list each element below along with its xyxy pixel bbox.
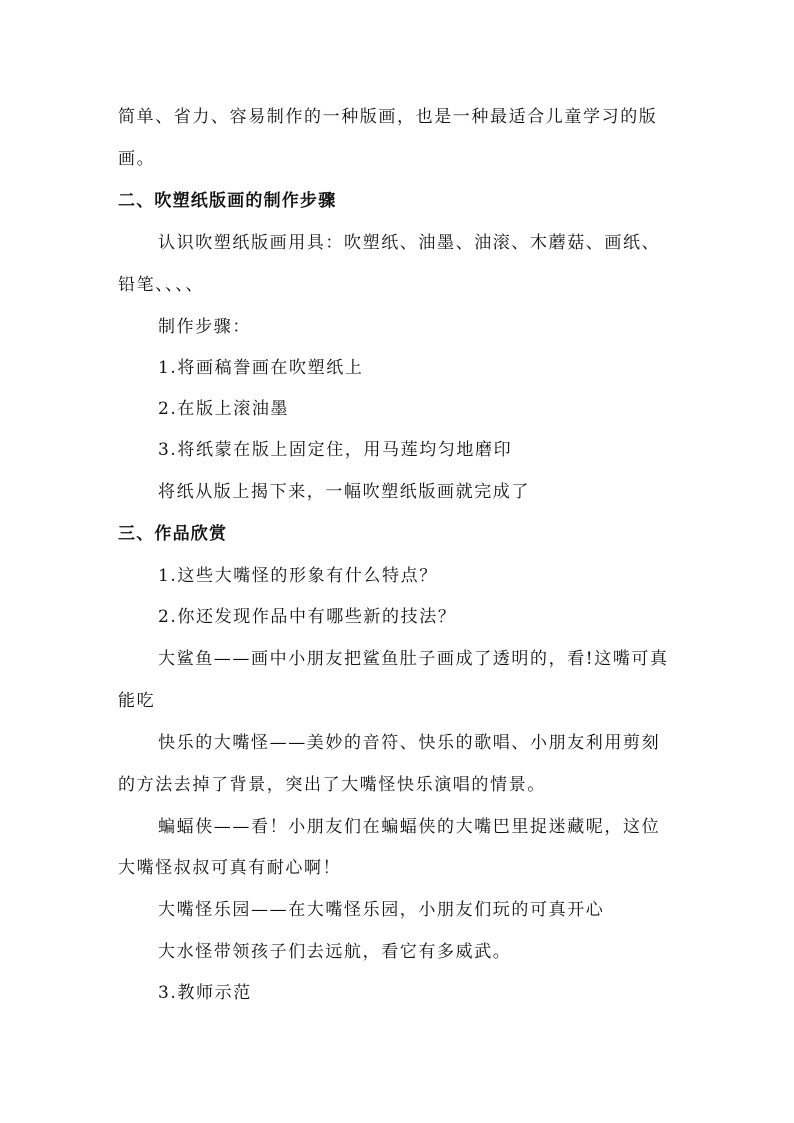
paragraph-line: 快乐的大嘴怪——美妙的音符、快乐的歌唱、小朋友利用剪刻 — [158, 733, 661, 753]
paragraph-line: 大嘴怪乐园——在大嘴怪乐园，小朋友们玩的可真开心 — [158, 900, 605, 920]
paragraph-line: 认识吹塑纸版画用具：吹塑纸、油墨、油滚、木蘑菇、画纸、 — [158, 233, 661, 253]
paragraph-line: 大嘴怪叔叔可真有耐心啊！ — [118, 858, 342, 878]
section-heading: 二、吹塑纸版画的制作步骤 — [118, 191, 337, 211]
question-item: 2.你还发现作品中有哪些新的技法？ — [158, 607, 457, 627]
step-item: 3.将纸蒙在版上固定住，用马莲均匀地磨印 — [158, 440, 513, 460]
paragraph-line: 画。 — [118, 149, 156, 169]
paragraph-line: 简单、省力、容易制作的一种版画，也是一种最适合儿童学习的版 — [118, 107, 658, 127]
paragraph-line: 的方法去掉了背景，突出了大嘴怪快乐演唱的情景。 — [118, 775, 546, 795]
paragraph-line: 将纸从版上揭下来，一幅吹塑纸版画就完成了 — [158, 482, 530, 502]
question-item: 1.这些大嘴怪的形象有什么特点？ — [158, 566, 438, 586]
paragraph-line: 制作步骤： — [158, 317, 251, 337]
paragraph-line: 大水怪带领孩子们去远航，看它有多威武。 — [158, 942, 512, 962]
step-item: 3.教师示范 — [158, 983, 252, 1003]
step-item: 2.在版上滚油墨 — [158, 399, 290, 419]
paragraph-line: 大鲨鱼——画中小朋友把鲨鱼肚子画成了透明的，看!这嘴可真 — [158, 649, 669, 669]
paragraph-line: 蝙蝠侠——看！小朋友们在蝙蝠侠的大嘴巴里捉迷藏呢，这位 — [158, 817, 661, 837]
section-heading: 三、作品欣赏 — [118, 524, 228, 544]
step-item: 1.将画稿誊画在吹塑纸上 — [158, 358, 364, 378]
paragraph-line: 铅笔、、、、 — [118, 275, 205, 295]
paragraph-line: 能吃 — [118, 691, 156, 711]
